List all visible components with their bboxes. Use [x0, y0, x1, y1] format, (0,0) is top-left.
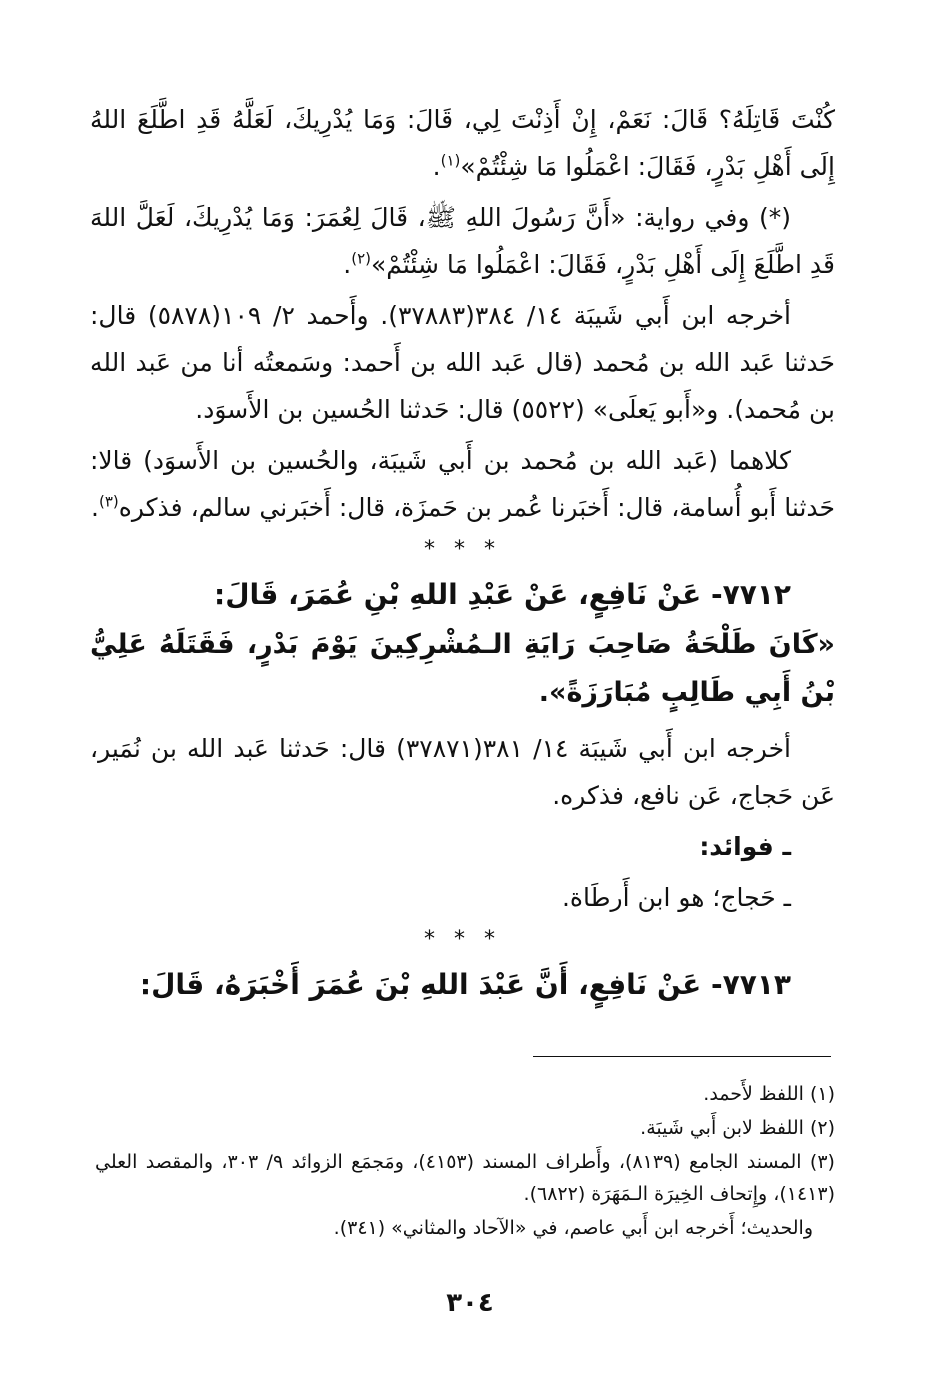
paragraph-2-text: (*) وفي رواية: «أَنَّ رَسُولَ اللهِ ﷺ، قَالَ لِعُمَرَ: وَمَا يُدْرِيكَ، لَعَلَّ اللهَ قَدِ اطَّلَعَ إِلَى أَهْلِ بَدْرٍ، فَقَالَ: اعْمَلُوا مَا شِئْتُمْ» — [90, 203, 835, 279]
page-body — [90, 96, 835, 1011]
footnote-3: (٣) المسند الجامع (٨١٣٩)، وأَطراف المسند (٤١٥٣)، ومَجمَع الزوائد ٩/ ٣٠٣، والمقصد العلي (١٤١٣)، وإِتحاف الخِيرَة الـمَهَرَة (٦٨٢٢). — [95, 1151, 835, 1205]
paragraph-1 — [90, 96, 835, 190]
takhrij-paragraph-2 — [90, 437, 835, 531]
footnote-ref-1: (١) — [440, 151, 461, 170]
fawaid-item: ـ حَجاج؛ هو ابن أَرطَاة. — [561, 883, 791, 912]
footnote-ref-3: (٣) — [98, 492, 119, 511]
footnote-divider — [533, 1056, 831, 1057]
paragraph-2 — [90, 194, 835, 288]
hadith-7712-matn: «كَانَ طَلْحَةُ صَاحِبَ رَايَةِ الـمُشْرِكِينَ يَوْمَ بَدْرٍ، فَقَتَلَهُ عَلِيُّ بْنُ أَبِي طَالِبٍ مُبَارَزَةً». — [90, 629, 835, 708]
hadith-7713-title: ٧٧١٣- عَنْ نَافِعٍ، أَنَّ عَبْدَ اللهِ بْنَ عُمَرَ أَخْبَرَهُ، قَالَ: — [139, 968, 791, 1001]
footnote-ref-2: (٢) — [351, 249, 371, 268]
footnote-1: (١) اللفظ لأَحمد. — [703, 1083, 835, 1105]
takhrij-paragraph-3: أخرجه ابن أَبي شَيبَة ١٤/ ٣٨١(٣٧٨٧١) قال: حَدثنا عَبد الله بن نُمَير، عَن حَجاج، عَن نافع، فذكره. — [90, 734, 835, 810]
page-number: ٣٠٤ — [446, 1288, 494, 1318]
takhrij-paragraph-2-end: . — [91, 493, 99, 522]
footnotes — [95, 1078, 835, 1244]
takhrij-paragraph-2-text: كلاهما (عَبد الله بن مُحمد بن أَبي شَيبَة، والحُسين بن الأَسوَد) قالا: حَدثنا أَبو أُسامة، قال: أَخبَرنا عُمر بن حَمزَة، قال: أَخبَرني سالم، فذكره — [90, 446, 835, 522]
hadith-7712-title: ٧٧١٢- عَنْ نَافِعٍ، عَنْ عَبْدِ اللهِ بْنِ عُمَرَ، قَالَ: — [214, 578, 791, 611]
fawaid-label: ـ فوائد: — [699, 832, 791, 861]
footnote-3-continuation: والحديث؛ أَخرجه ابن أَبي عاصم، في «الآحاد والمثاني» (٣٤١). — [333, 1217, 813, 1239]
section-separator-1: * * * — [424, 537, 501, 562]
paragraph-2-end: . — [343, 250, 352, 279]
paragraph-1-end: . — [432, 152, 441, 181]
section-separator-2: * * * — [424, 927, 501, 952]
paragraph-1-text: كُنْتَ قَاتِلَهُ؟ قَالَ: نَعَمْ، إِنْ أَذِنْتَ لِي، قَالَ: وَمَا يُدْرِيكَ، لَعَلَّهُ قَدِ اطَّلَعَ اللهُ إِلَى أَهْلِ بَدْرٍ، فَقَالَ: اعْمَلُوا مَا شِئْتُمْ» — [90, 105, 835, 181]
takhrij-paragraph-1: أخرجه ابن أَبي شَيبَة ١٤/ ٣٨٤(٣٧٨٨٣). وأَحمد ٢/ ١٠٩(٥٨٧٨) قال: حَدثنا عَبد الله بن مُحمد (قال عَبد الله بن أَحمد: وسَمعتُه أنا من عَبد الله بن مُحمد). و«أَبو يَعلَى» (٥٥٢٢) قال: حَدثنا الحُسين بن الأَسوَد. — [90, 301, 835, 424]
footnote-2: (٢) اللفظ لابن أَبي شَيبَة. — [640, 1117, 835, 1139]
